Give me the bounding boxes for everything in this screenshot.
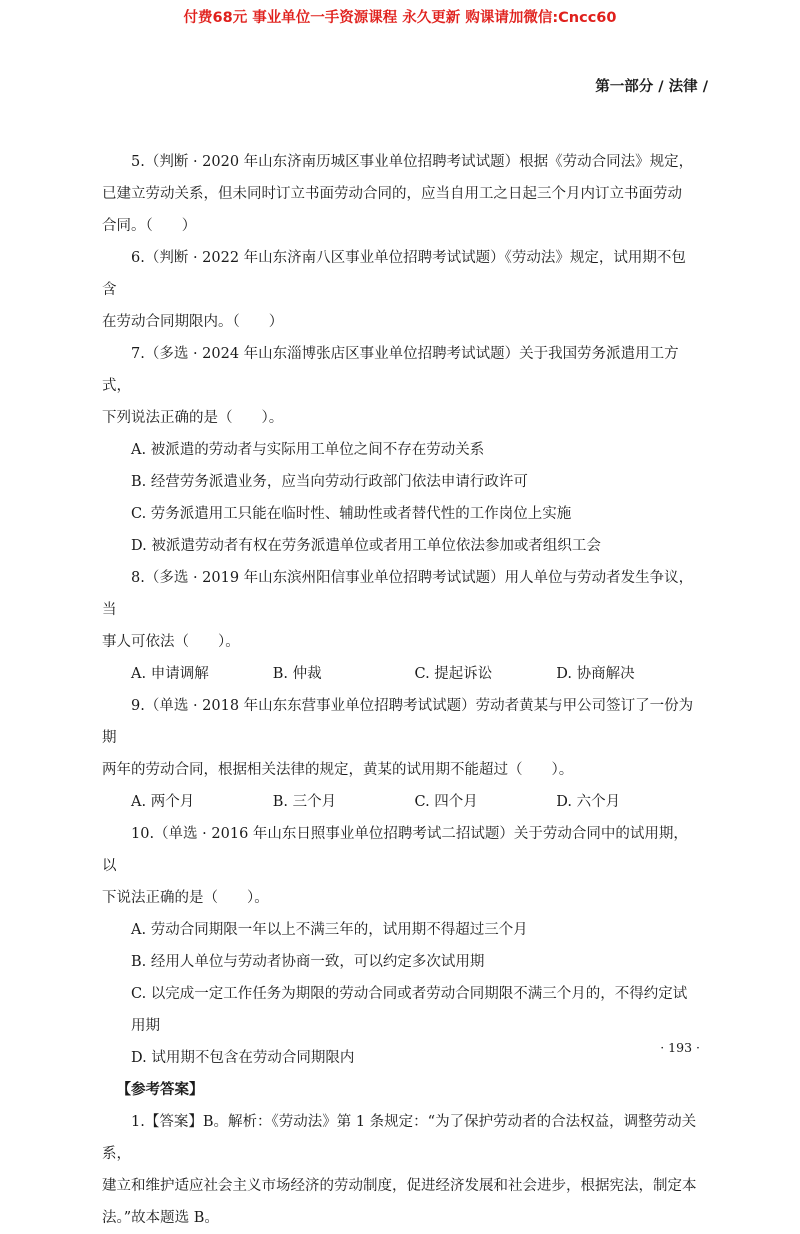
options-row (102, 658, 698, 690)
option-a: A. 两个月 (131, 794, 195, 810)
question-text: 7.（多选 · 2024 年山东淄博张店区事业单位招聘考试试题）关于我国劳务派遣用工方式， (102, 346, 679, 394)
question-text: 6.（判断 · 2022 年山东济南八区事业单位招聘考试试题）《劳动法》规定，试用期不包含 (102, 250, 686, 298)
question-5 (102, 146, 698, 242)
answer-text: 法。”故本题选 B。 (102, 1210, 219, 1226)
question-text: 在劳动合同期限内。（ ） (102, 314, 284, 330)
page-number: · 193 · (660, 1040, 700, 1055)
question-9 (102, 690, 698, 818)
option-b: B. 经营劳务派遣业务，应当向劳动行政部门依法申请行政许可 (131, 474, 528, 490)
answers-heading: 【参考答案】 (116, 1081, 204, 1098)
option-d: D. 六个月 (556, 794, 621, 810)
option-b: B. 仲裁 (272, 666, 322, 682)
question-text: 事人可依法（ ）。 (102, 634, 240, 650)
option-c: C. 四个月 (414, 794, 478, 810)
option-d: D. 试用期不包含在劳动合同期限内 (131, 1050, 355, 1066)
option-c: C. 以完成一定工作任务为期限的劳动合同或者劳动合同期限不满三个月的，不得约定试用期 (131, 986, 688, 1034)
question-text: 8.（多选 · 2019 年山东滨州阳信事业单位招聘考试试题）用人单位与劳动者发生争议，当 (102, 570, 694, 618)
options-row (102, 786, 698, 818)
question-text: 下说法正确的是（ ）。 (102, 890, 269, 906)
question-8 (102, 562, 698, 690)
option-b: B. 经用人单位与劳动者协商一致，可以约定多次试用期 (131, 954, 485, 970)
running-head: 第一部分 / 法律 / (595, 79, 708, 95)
option-a: A. 申请调解 (131, 666, 209, 682)
option-c: C. 劳务派遣用工只能在临时性、辅助性或者替代性的工作岗位上实施 (131, 506, 572, 522)
question-text: 10.（单选 · 2016 年山东日照事业单位招聘考试二招试题）关于劳动合同中的试用期，以 (102, 826, 688, 874)
question-text: 下列说法正确的是（ ）。 (102, 410, 284, 426)
question-10 (102, 818, 698, 1074)
option-c: C. 提起诉讼 (414, 666, 493, 682)
question-text: 已建立劳动关系，但未同时订立书面劳动合同的，应当自用工之日起三个月内订立书面劳动 (102, 186, 682, 202)
option-d: D. 被派遣劳动者有权在劳务派遣单位或者用工单位依法参加或者组织工会 (131, 538, 601, 554)
option-b: B. 三个月 (272, 794, 337, 810)
question-7 (102, 338, 698, 562)
answer-1 (102, 1106, 698, 1234)
option-a: A. 被派遣的劳动者与实际用工单位之间不存在劳动关系 (131, 442, 485, 458)
option-d: D. 协商解决 (556, 666, 635, 682)
answer-text: 1.【答案】B。解析：《劳动法》第 1 条规定：“为了保护劳动者的合法权益，调整劳动关系， (102, 1114, 697, 1162)
page-content (102, 146, 698, 1234)
watermark-banner: 付费68元 事业单位一手资源课程 永久更新 购课请加微信:Cncc60 (183, 10, 617, 26)
question-text: 9.（单选 · 2018 年山东东营事业单位招聘考试试题）劳动者黄某与甲公司签订了一份为期 (102, 698, 694, 746)
question-6 (102, 242, 698, 338)
question-text: 5.（判断 · 2020 年山东济南历城区事业单位招聘考试试题）根据《劳动合同法》规定， (131, 154, 694, 170)
option-a: A. 劳动合同期限一年以上不满三年的，试用期不得超过三个月 (131, 922, 528, 938)
answer-text: 建立和维护适应社会主义市场经济的劳动制度，促进经济发展和社会进步，根据宪法，制定本 (102, 1178, 697, 1194)
question-text: 两年的劳动合同，根据相关法律的规定，黄某的试用期不能超过（ ）。 (102, 762, 574, 778)
question-text: 合同。（ ） (102, 218, 197, 234)
